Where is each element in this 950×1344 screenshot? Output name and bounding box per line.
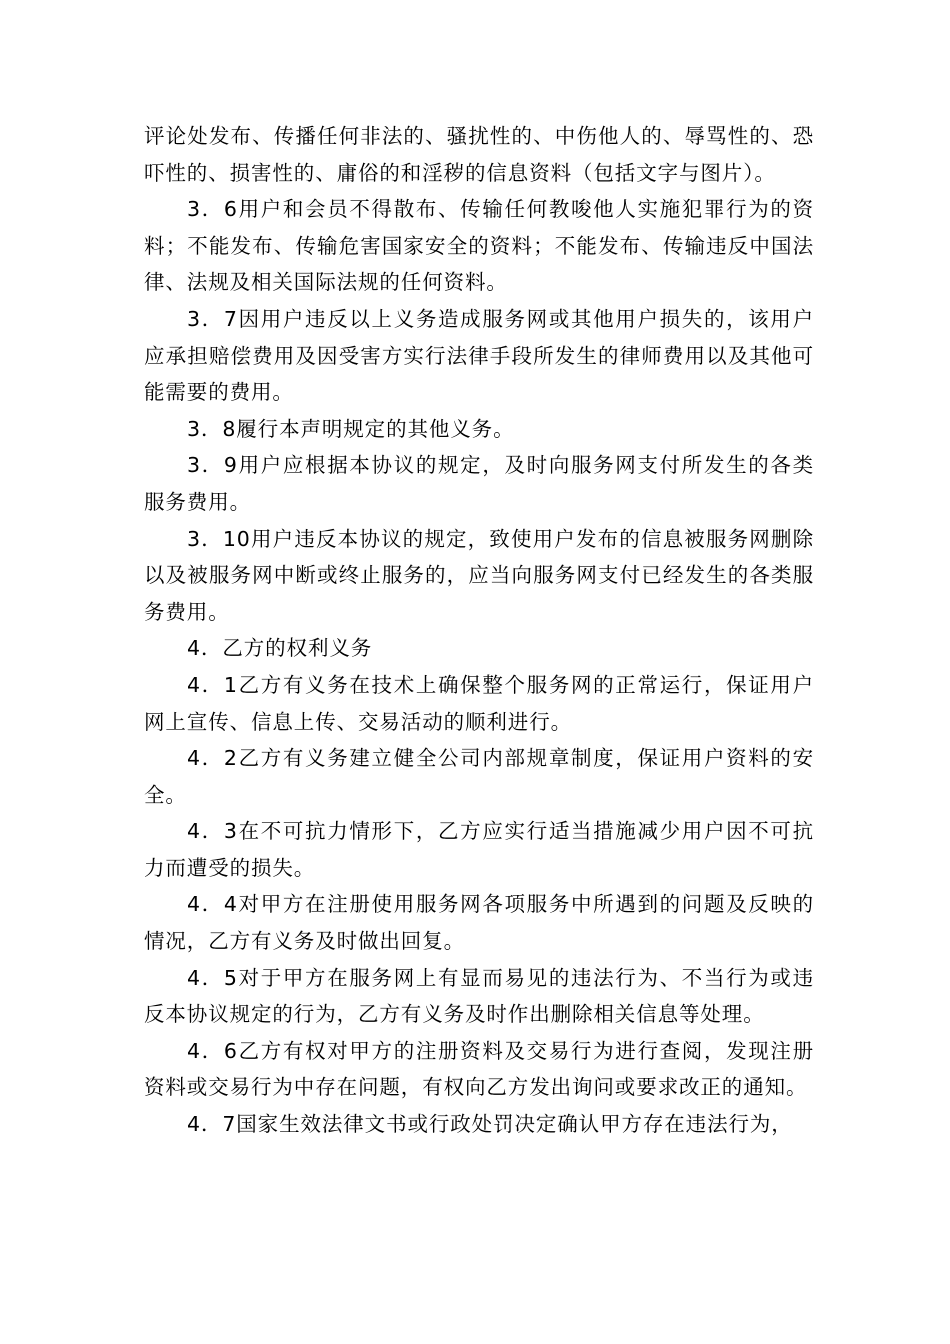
- paragraph-4-5: 4．5对于甲方在服务网上有显而易见的违法行为、不当行为或违反本协议规定的行为，乙方有义务及时作出删除相关信息等处理。: [144, 965, 814, 1027]
- paragraph-3-6: 3．6用户和会员不得散布、传输任何教唆他人实施犯罪行为的资料；不能发布、传输危害国家安全的资料；不能发布、传输违反中国法律、法规及相关国际法规的任何资料。: [144, 197, 814, 295]
- paragraph-4-4: 4．4对甲方在注册使用服务网各项服务中所遇到的问题及反映的情况，乙方有义务及时做出回复。: [144, 892, 814, 954]
- document-page: [144, 118, 814, 1143]
- section-heading-4: 4．乙方的权利义务: [187, 636, 373, 661]
- paragraph-4-6: 4．6乙方有权对甲方的注册资料及交易行为进行查阅，发现注册资料或交易行为中存在问题，有权向乙方发出询问或要求改正的通知。: [144, 1038, 814, 1100]
- paragraph-3-7: 3．7因用户违反以上义务造成服务网或其他用户损失的，该用户应承担赔偿费用及因受害方实行法律手段所发生的律师费用以及其他可能需要的费用。: [144, 306, 814, 405]
- paragraph-4-1: 4．1乙方有义务在技术上确保整个服务网的正常运行，保证用户网上宣传、信息上传、交易活动的顺利进行。: [144, 672, 814, 734]
- paragraph-3-9: 3．9用户应根据本协议的规定，及时向服务网支付所发生的各类服务费用。: [144, 453, 814, 514]
- paragraph-intro-continued: 评论处发布、传播任何非法的、骚扰性的、中伤他人的、辱骂性的、恐吓性的、损害性的、庸俗的和淫秽的信息资料（包括文字与图片）。: [144, 124, 814, 185]
- paragraph-3-8: 3．8履行本声明规定的其他义务。: [187, 416, 515, 441]
- paragraph-4-2: 4．2乙方有义务建立健全公司内部规章制度，保证用户资料的安全。: [144, 746, 814, 807]
- paragraph-4-7: 4．7国家生效法律文书或行政处罚决定确认甲方存在违法行为，: [187, 1112, 793, 1137]
- paragraph-4-3: 4．3在不可抗力情形下，乙方应实行适当措施减少用户因不可抗力而遭受的损失。: [144, 819, 814, 880]
- paragraph-3-10: 3．10用户违反本协议的规定，致使用户发布的信息被服务网删除以及被服务网中断或终止服务的，应当向服务网支付已经发生的各类服务费用。: [144, 526, 814, 624]
